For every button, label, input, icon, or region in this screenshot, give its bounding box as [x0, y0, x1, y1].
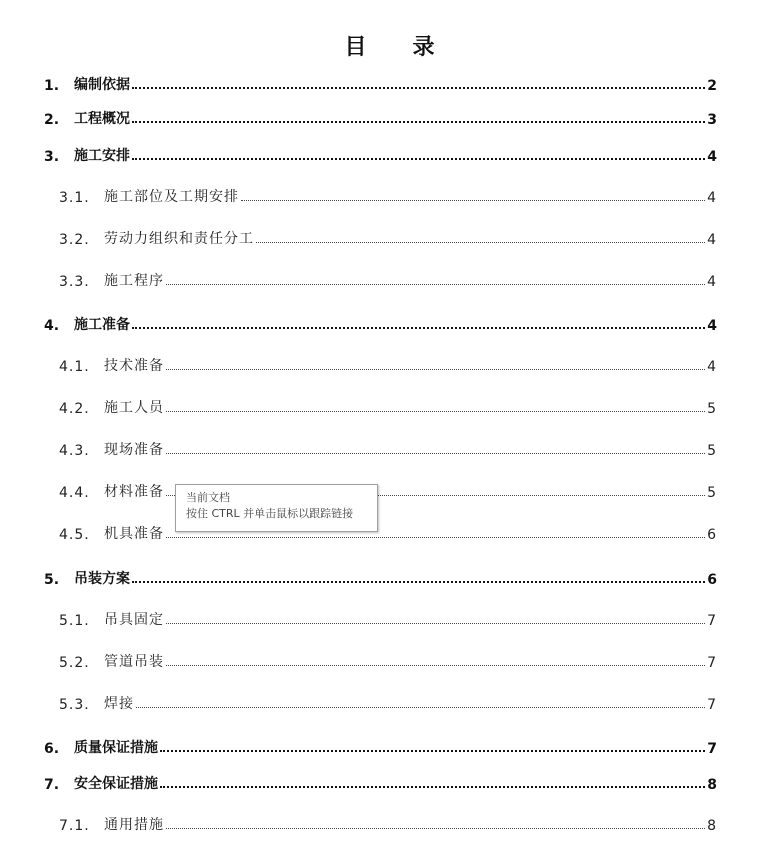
toc-entry-label: 劳动力组织和责任分工 — [104, 231, 254, 247]
toc-entry-page: 7 — [707, 655, 717, 671]
toc-leader-dots — [132, 580, 705, 583]
toc-entry-number: 5.3. — [59, 697, 90, 713]
page-title — [0, 30, 779, 61]
toc-entry-page: 6 — [707, 527, 717, 543]
toc-entry-number: 7. — [44, 777, 60, 793]
toc-entry-page: 2 — [707, 78, 717, 94]
toc-entry-page: 8 — [707, 777, 717, 793]
toc-entry-page: 3 — [707, 112, 717, 128]
tooltip-line-2: 按住 CTRL 并单击鼠标以跟踪链接 — [186, 507, 354, 520]
toc-entry-label: 机具准备 — [104, 526, 164, 542]
tooltip-line-1: 当前文档 — [186, 491, 230, 504]
toc-entry-label: 管道吊装 — [104, 654, 164, 670]
title-char-2: 录 — [412, 34, 435, 60]
toc-entry-number: 6. — [44, 741, 60, 757]
toc-entry-label: 施工人员 — [104, 400, 164, 416]
toc-leader-dots — [160, 785, 705, 788]
toc-entry[interactable] — [0, 268, 779, 290]
toc-entry[interactable] — [0, 226, 779, 248]
toc-leader-dots — [166, 368, 705, 370]
toc-entry[interactable] — [0, 106, 779, 128]
toc-entry[interactable] — [0, 353, 779, 375]
toc-leader-dots — [166, 410, 705, 412]
toc-entry-number: 4.4. — [59, 485, 90, 501]
toc-entry-page: 4 — [707, 274, 717, 290]
toc-entry[interactable] — [0, 735, 779, 757]
toc-leader-dots — [166, 622, 705, 624]
toc-leader-dots — [136, 706, 705, 708]
toc-entry-page: 5 — [707, 401, 717, 417]
toc-entry-number: 4.1. — [59, 359, 90, 375]
toc-leader-dots — [241, 199, 705, 201]
toc-entry-number: 1. — [44, 78, 60, 94]
toc-entry-label: 现场准备 — [104, 442, 164, 458]
toc-entry-label: 通用措施 — [104, 817, 164, 833]
link-tooltip — [175, 484, 378, 532]
toc-entry-number: 5.2. — [59, 655, 90, 671]
toc-leader-dots — [132, 120, 705, 123]
toc-entry[interactable] — [0, 691, 779, 713]
toc-entry-number: 3.1. — [59, 190, 90, 206]
toc-entry[interactable] — [0, 649, 779, 671]
toc-entry-label: 施工部位及工期安排 — [104, 189, 239, 205]
toc-entry-number: 4.3. — [59, 443, 90, 459]
toc-leader-dots — [132, 157, 705, 160]
toc-entry[interactable] — [0, 521, 779, 543]
toc-leader-dots — [166, 283, 705, 285]
toc-entry-label: 编制依据 — [74, 77, 130, 93]
toc-entry-label: 技术准备 — [104, 358, 164, 374]
toc-entry-page: 4 — [707, 149, 717, 165]
toc-entry-label: 施工安排 — [74, 148, 130, 164]
toc-entry[interactable] — [0, 437, 779, 459]
toc-entry[interactable] — [0, 607, 779, 629]
toc-entry-label: 安全保证措施 — [74, 776, 158, 792]
toc-leader-dots — [160, 749, 705, 752]
toc-entry-number: 3.3. — [59, 274, 90, 290]
toc-leader-dots — [166, 664, 705, 666]
toc-entry-page: 4 — [707, 232, 717, 248]
toc-entry-page: 4 — [707, 359, 717, 375]
toc-entry-number: 2. — [44, 112, 60, 128]
toc-leader-dots — [256, 241, 705, 243]
toc-entry-number: 4. — [44, 318, 60, 334]
toc-leader-dots — [132, 86, 705, 89]
toc-entry-number: 3. — [44, 149, 60, 165]
title-char-1: 目 — [344, 34, 367, 60]
toc-entry-label: 施工程序 — [104, 273, 164, 289]
toc-entry-page: 7 — [707, 741, 717, 757]
toc-leader-dots — [166, 452, 705, 454]
toc-entry-label: 吊具固定 — [104, 612, 164, 628]
toc-entry-page: 7 — [707, 613, 717, 629]
toc-entry-page: 5 — [707, 443, 717, 459]
toc-entry[interactable] — [0, 771, 779, 793]
toc-entry[interactable] — [0, 812, 779, 834]
toc-entry-page: 5 — [707, 485, 717, 501]
toc-leader-dots — [132, 326, 705, 329]
toc-entry-page: 4 — [707, 190, 717, 206]
toc-entry-page: 4 — [707, 318, 717, 334]
toc-entry-number: 4.5. — [59, 527, 90, 543]
toc-entry[interactable] — [0, 184, 779, 206]
toc-entry[interactable] — [0, 479, 779, 501]
toc-entry-number: 7.1. — [59, 818, 90, 834]
toc-entry[interactable] — [0, 143, 779, 165]
toc-entry-label: 焊接 — [104, 696, 134, 712]
toc-entry-label: 工程概况 — [74, 111, 130, 127]
toc-entry-label: 质量保证措施 — [74, 740, 158, 756]
toc-entry[interactable] — [0, 395, 779, 417]
toc-entry-number: 5.1. — [59, 613, 90, 629]
toc-entry-number: 3.2. — [59, 232, 90, 248]
toc-entry[interactable] — [0, 566, 779, 588]
toc-entry-page: 8 — [707, 818, 717, 834]
toc-entry-number: 5. — [44, 572, 60, 588]
toc-entry-label: 吊装方案 — [74, 571, 130, 587]
toc-entry-page: 7 — [707, 697, 717, 713]
toc-entry[interactable] — [0, 312, 779, 334]
toc-entry-label: 施工准备 — [74, 317, 130, 333]
toc-leader-dots — [166, 536, 705, 538]
toc-entry-label: 材料准备 — [104, 484, 164, 500]
toc-entry-number: 4.2. — [59, 401, 90, 417]
toc-leader-dots — [166, 827, 705, 829]
toc-entry[interactable] — [0, 72, 779, 94]
toc-entry-page: 6 — [707, 572, 717, 588]
